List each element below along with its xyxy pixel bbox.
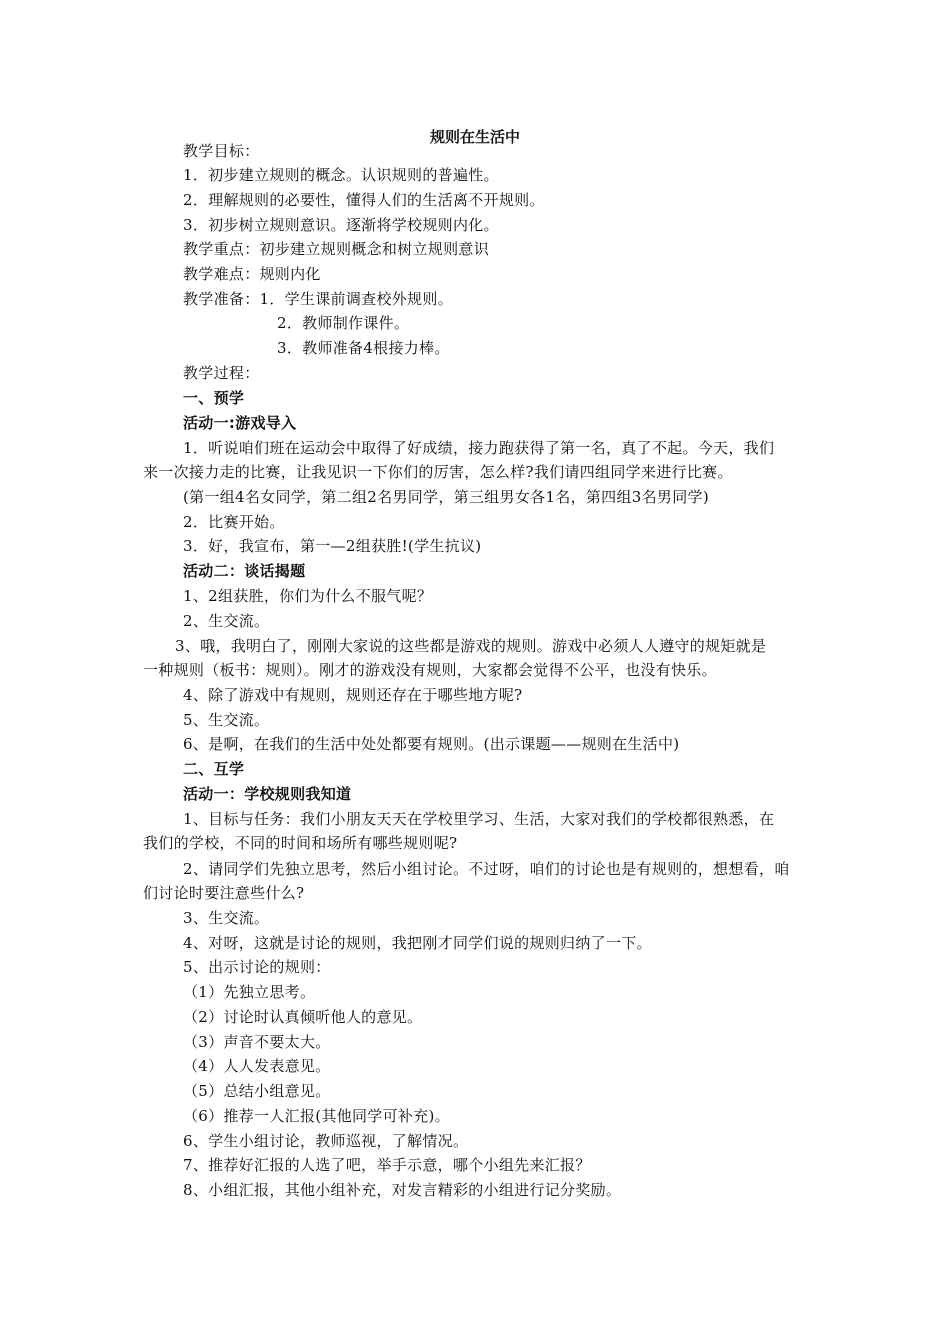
text-line: 7、推荐好汇报的人选了吧，举手示意，哪个小组先来汇报？ xyxy=(183,1156,591,1174)
text-line: 6、学生小组讨论，教师巡视，了解情况。 xyxy=(183,1132,469,1150)
text-line: 5、生交流。 xyxy=(183,711,270,729)
text-line: 4、除了游戏中有规则，规则还存在于哪些地方呢? xyxy=(183,686,523,704)
text-line: 我们的学校，不同的时间和场所有哪些规则呢? xyxy=(143,834,458,852)
text-line: 一种规则（板书：规则）。刚才的游戏没有规则，大家都会觉得不公平，也没有快乐。 xyxy=(143,661,717,679)
text-line: （3）声音不要太大。 xyxy=(183,1033,331,1051)
text-line: 4、对呀，这就是讨论的规则，我把刚才同学们说的规则归纳了一下。 xyxy=(183,934,652,952)
text-line: (第一组4名女同学，第二组2名男同学，第三组男女各1名，第四组3名男同学) xyxy=(183,488,709,506)
text-line: （6）推荐一人汇报(其他同学可补充)。 xyxy=(183,1107,450,1125)
text-line: （5）总结小组意见。 xyxy=(183,1082,331,1100)
text-line: （2）讨论时认真倾听他人的意见。 xyxy=(183,1008,423,1026)
text-line: 教学难点：规则内化 xyxy=(183,265,321,283)
section-heading: 二、互学 xyxy=(183,760,245,778)
section-heading: 活动二：谈话揭题 xyxy=(183,562,306,580)
section-heading: 活动一：学校规则我知道 xyxy=(183,785,352,803)
text-line: 1．听说咱们班在运动会中取得了好成绩，接力跑获得了第一名，真了不起。今天，我们 xyxy=(183,439,775,457)
text-line: 2．理解规则的必要性，懂得人们的生活离不开规则。 xyxy=(183,191,545,209)
text-line: 2．比赛开始。 xyxy=(183,513,285,531)
text-line: （1）先独立思考。 xyxy=(183,983,316,1001)
text-line: 2、请同学们先独立思考，然后小组讨论。不过呀，咱们的讨论也是有规则的，想想看，咱 xyxy=(183,860,790,878)
document-title: 规则在生活中 xyxy=(429,128,520,146)
text-line: 3．初步树立规则意识。逐渐将学校规则内化。 xyxy=(183,216,499,234)
text-line: 5、出示讨论的规则： xyxy=(183,958,331,976)
text-line: 6、是啊，在我们的生活中处处都要有规则。(出示课题——规则在生活中) xyxy=(183,735,680,753)
text-line: 们讨论时要注意些什么? xyxy=(143,884,305,902)
section-heading: 活动一:游戏导入 xyxy=(183,414,297,432)
text-line: 1．初步建立规则的概念。认识规则的普遍性。 xyxy=(183,166,499,184)
text-line: 教学目标： xyxy=(183,142,260,160)
text-line: 3．教师准备4根接力棒。 xyxy=(277,339,450,357)
text-line: 8、小组汇报，其他小组补充，对发言精彩的小组进行记分奖励。 xyxy=(183,1181,622,1199)
text-line: （4）人人发表意见。 xyxy=(183,1057,331,1075)
text-line: 2．教师制作课件。 xyxy=(277,314,410,332)
text-line: 1、2组获胜，你们为什么不服气呢？ xyxy=(183,587,433,605)
text-line: 教学准备：1．学生课前调查校外规则。 xyxy=(183,290,453,308)
text-line: 3．好，我宣布，第一—2组获胜!(学生抗议) xyxy=(183,537,482,555)
text-line: 1、目标与任务：我们小朋友天天在学校里学习、生活，大家对我们的学校都很熟悉，在 xyxy=(183,810,775,828)
text-line: 3、哦，我明白了，刚刚大家说的这些都是游戏的规则。游戏中必须人人遵守的规矩就是 xyxy=(175,637,767,655)
text-line: 教学过程： xyxy=(183,364,260,382)
text-line: 2、生交流。 xyxy=(183,612,270,630)
text-line: 来一次接力走的比赛，让我见识一下你们的厉害，怎么样?我们请四组同学来进行比赛。 xyxy=(143,463,733,481)
text-line: 3、生交流。 xyxy=(183,909,270,927)
text-line: 教学重点：初步建立规则概念和树立规则意识 xyxy=(183,240,490,258)
section-heading: 一、预学 xyxy=(183,389,245,407)
